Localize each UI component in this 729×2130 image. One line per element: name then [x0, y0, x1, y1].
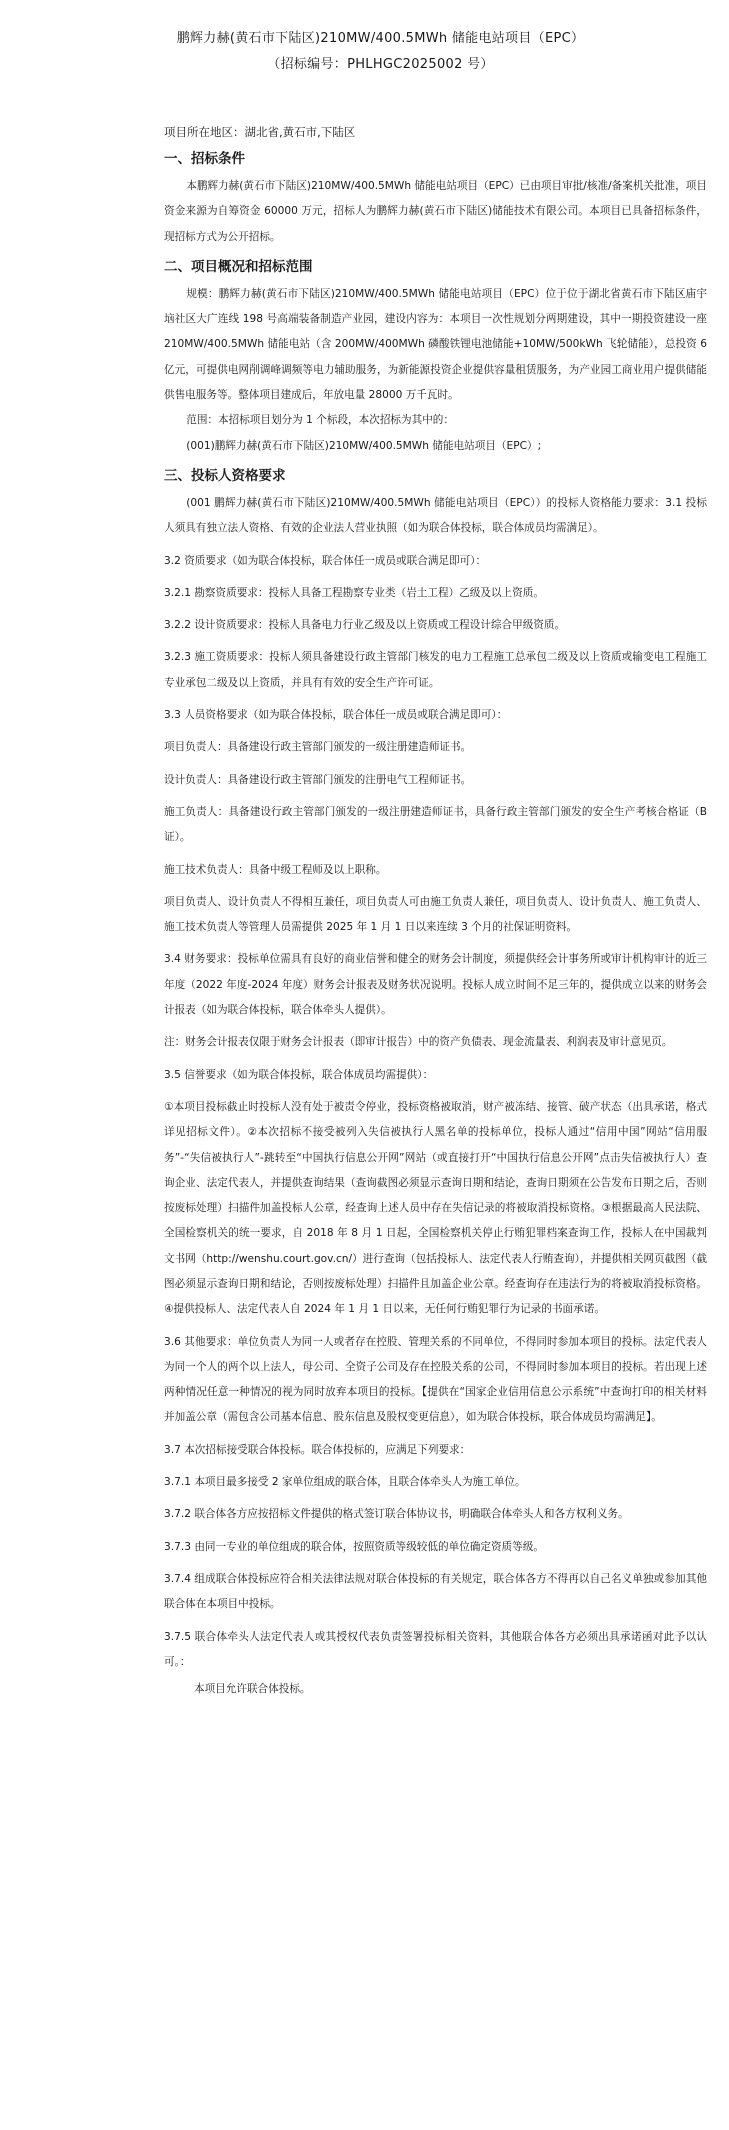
paragraph-consortium-3-7-1: 3.7.1 本项目最多接受 2 家单位组成的联合体，且联合体牵头人为施工单位。 [164, 1476, 526, 1489]
paragraph-consortium-allowed: 本项目允许联合体投标。 [194, 1683, 311, 1696]
paragraph-credit-requirements: 3.5 信誉要求（如为联合体投标，联合体成员均需提供）： [164, 1068, 434, 1081]
section-heading-tender-conditions: 一、招标条件 [164, 151, 245, 167]
paragraph-consortium-3-7-2: 3.7.2 联合体各方应按招标文件提供的格式签订联合体协议书，明确联合体牵头人和各方权利义务。 [164, 1508, 629, 1521]
paragraph-personnel-notes: 项目负责人、设计负责人不得相互兼任，项目负责人可由施工负责人兼任，项目负责人、设计负责人、施工负责人、施工技术负责人等管理人员需提供 2025 年 1 月 1 日以来连续 3 个月的社保证明资料。 [164, 895, 707, 934]
paragraph-lot-item: (001)鹏辉力赫(黄石市下陆区)210MW/400.5MWh 储能电站项目（EPC）; [186, 439, 542, 452]
paragraph-qualification-intro: (001 鹏辉力赫(黄石市下陆区)210MW/400.5MWh 储能电站项目（EPC））的投标人资格能力要求：3.1 投标人须具有独立法人资格、有效的企业法人营业执照（如为联合体投标，联合体成员均需满足）。 [164, 496, 707, 535]
paragraph-technical-manager: 施工技术负责人：具备中级工程师及以上职称。 [164, 863, 387, 876]
paragraph-financial-note: 注：财务会计报表仅限于财务会计报表（即审计报告）中的资产负债表、现金流量表、利润表及审计意见页。 [164, 1036, 673, 1049]
paragraph-consortium-3-7-3: 3.7.3 由同一专业的单位组成的联合体，按照资质等级较低的单位确定资质等级。 [164, 1540, 544, 1553]
paragraph-other-requirements: 3.6 其他要求：单位负责人为同一人或者存在控股、管理关系的不同单位，不得同时参加本项目的投标。法定代表人为同一个人的两个以上法人，母公司、全资子公司及存在控股关系的公司，不得同时参加本项目的投标。若出现上述两种情况任意一种情况的视为同时放弃本项目的投标。【提供在“国家企业信用信息公示系统”中查询打印的相关材料并加盖公章（需包含公司基本信息、股东信息及股权变更信息），如为联合体投标，联合体成员均需满足】。 [164, 1335, 707, 1424]
paragraph-qualification-3-2: 3.2 资质要求（如为联合体投标，联合体任一成员或联合满足即可）： [164, 554, 487, 567]
paragraph-design-qualification: 3.2.2 设计资质要求：投标人具备电力行业乙级及以上资质或工程设计综合甲级资质。 [164, 619, 566, 632]
document-title: 鹏辉力赫(黄石市下陆区)210MW/400.5MWh 储能电站项目（EPC） [176, 31, 585, 46]
paragraph-project-manager: 项目负责人：具备建设行政主管部门颁发的一级注册建造师证书。 [164, 741, 472, 754]
paragraph-tender-conditions: 本鹏辉力赫(黄石市下陆区)210MW/400.5MWh 储能电站项目（EPC）已由项目审批/核准/备案机关批准，项目资金来源为自筹资金 60000 万元，招标人为鹏辉力赫(黄石市下陆区)储能技术有限公司。本项目已具备招标条件，现招标方式为公开招标。 [164, 180, 707, 243]
paragraph-construction-manager: 施工负责人：具备建设行政主管部门颁发的一级注册建造师证书，具备行政主管部门颁发的安全生产考核合格证（B 证）。 [164, 805, 707, 844]
paragraph-design-manager: 设计负责人：具备建设行政主管部门颁发的注册电气工程师证书。 [164, 773, 472, 786]
project-location: 项目所在地区：湖北省,黄石市,下陆区 [164, 125, 356, 139]
paragraph-consortium-3-7-5: 3.7.5 联合体牵头人法定代表人或其授权代表负责签署投标相关资料，其他联合体各方必须出具承诺函对此予以认可。： [164, 1630, 707, 1668]
paragraph-construction-qualification: 3.2.3 施工资质要求：投标人须具备建设行政主管部门核发的电力工程施工总承包二级及以上资质或输变电工程施工专业承包二级及以上资质，并具有有效的安全生产许可证。 [164, 651, 707, 689]
paragraph-tender-scope: 范围：本招标项目划分为 1 个标段，本次招标为其中的： [186, 414, 454, 427]
paragraph-project-scale: 规模：鹏辉力赫(黄石市下陆区)210MW/400.5MWh 储能电站项目（EPC）位于位于湖北省黄石市下陆区庙宇垴社区大广连线 198 号高端装备制造产业园，建设内容为：本项目一次性规划分两期建设，其中一期投资建设一座 210MW/400.5MWh 储能电站（含 200MW/400MWh 磷酸铁锂电池储能+10MW/500kWh 飞轮储能），总投资 6 亿元，可提供电网削调峰调频等电力辅助服务，为新能源投资企业提供容量租赁服务，为产业园工商业用户提供储能供售电服务等。整体项目建成后，年放电量 28000 万千瓦时。 [164, 287, 707, 402]
section-heading-project-overview: 二、项目概况和招标范围 [164, 258, 313, 275]
tender-number: （招标编号：PHLHGC2025002 号） [267, 57, 494, 72]
section-heading-bidder-qualifications: 三、投标人资格要求 [164, 467, 286, 484]
paragraph-consortium-3-7-4: 3.7.4 组成联合体投标应符合相关法律法规对联合体投标的有关规定，联合体各方不得再以自己名义单独或参加其他联合体在本项目中投标。 [164, 1572, 707, 1611]
paragraph-personnel-requirements: 3.3 人员资格要求（如为联合体投标，联合体任一成员或联合满足即可）： [164, 709, 508, 722]
paragraph-credit-details: ①本项目投标截止时投标人没有处于被责令停业，投标资格被取消，财产被冻结、接管、破产状态（出具承诺，格式详见招标文件）。②本次招标不接受被列入失信被执行人黑名单的投标单位，投标人通过“信用中国”网站“信用服务”-“失信被执行人”-跳转至“中国执行信息公开网”网站（或直接打开“中国执行信息公开网”点击失信被执行人）查询企业、法定代表人，并提供查询结果（查询截图必须显示查询日期和结论，查询日期须在公告发布日期之后，否则按废标处理）扫描件加盖投标人公章，经查询上述人员中存在失信记录的将被取消投标资格。③根据最高人民法院、全国检察机关的统一要求，自 2018 年 8 月 1 日起，全国检察机关停止行贿犯罪档案查询工作，投标人在中国裁判文书网（http://wenshu.court.gov.cn/）进行查询（包括投标人、法定代表人行贿查询），并提供相关网页截图（截图必须显示查询日期和结论，否则按废标处理）扫描件且加盖企业公章。经查询存在违法行为的将被取消投标资格。④提供投标人、法定代表人自 2024 年 1 月 1 日以来，无任何行贿犯罪行为记录的书面承诺。 [164, 1100, 707, 1316]
paragraph-consortium-intro: 3.7 本次招标接受联合体投标。联合体投标的，应满足下列要求： [164, 1443, 471, 1456]
paragraph-survey-qualification: 3.2.1 勘察资质要求：投标人具备工程勘察专业类（岩土工程）乙级及以上资质。 [164, 586, 544, 599]
paragraph-financial-requirements: 3.4 财务要求：投标单位需具有良好的商业信誉和健全的财务会计制度，须提供经会计事务所或审计机构审计的近三年度（2022 年度-2024 年度）财务会计报表及财务状况说明。投标人成立时间不足三年的，提供成立以来的财务会计报表（如为联合体投标，联合体牵头人提供）。 [164, 953, 707, 1017]
